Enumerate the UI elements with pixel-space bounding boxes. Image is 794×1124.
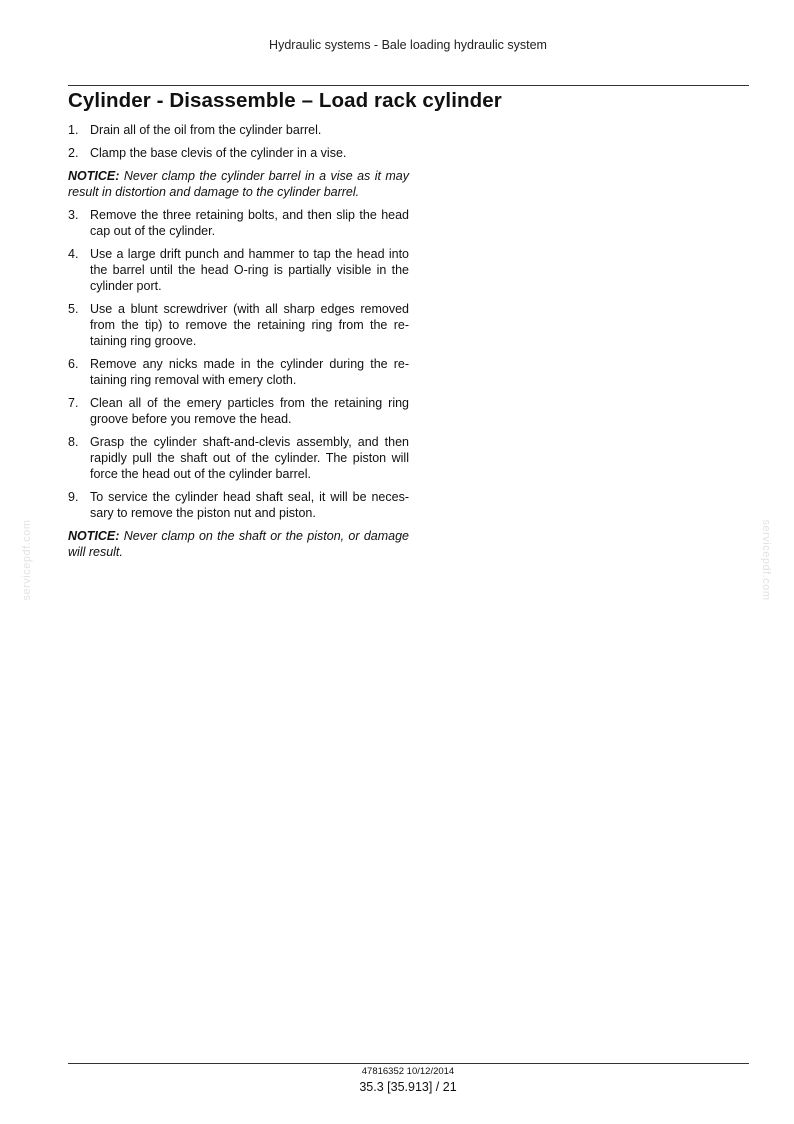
step-text: Clean all of the emery particles from the retaining ring groove before you remove the head. [90,396,409,426]
footer-page-ref: 35.3 [35.913] / 21 [359,1080,457,1094]
step-7 [68,395,409,427]
section-title: Cylinder - Disassemble – Load rack cylinder [68,89,502,112]
footer-divider [68,1063,749,1064]
step-number: 7. [68,396,79,410]
step-text: Clamp the base clevis of the cylinder in a vise. [90,146,347,160]
step-text: Grasp the cylinder shaft-and-clevis assembly, and then rapidly pull the shaft out of the cylinder. The piston will force the head out of the cylinder barrel. [90,435,409,481]
step-number: 4. [68,247,79,261]
step-9 [68,489,409,521]
notice-2 [68,528,409,560]
notice-1 [68,168,409,200]
step-number: 5. [68,302,79,316]
running-header: Hydraulic systems - Bale loading hydraulic system [269,38,547,52]
step-text: Remove any nicks made in the cylinder during the retaining ring removal with emery cloth. [90,357,409,387]
step-number: 1. [68,123,79,137]
step-text: Remove the three retaining bolts, and then slip the head cap out of the cylinder. [90,208,409,238]
notice-label: NOTICE: [68,169,120,183]
notice-text: Never clamp the cylinder barrel in a vise as it may result in distortion and damage to the cylinder barrel. [68,169,409,199]
step-6 [68,356,409,388]
header-divider [68,85,749,86]
step-number: 3. [68,208,79,222]
footer-doc-id: 47816352 10/12/2014 [361,1066,455,1077]
step-text: Use a blunt screwdriver (with all sharp edges removed from the tip) to remove the retaining ring from the retaining ring groove. [90,302,409,348]
step-text: To service the cylinder head shaft seal, it will be necessary to remove the piston nut and piston. [90,490,409,520]
step-number: 8. [68,435,79,449]
notice-text: Never clamp on the shaft or the piston, or damage will result. [68,529,409,559]
step-number: 6. [68,357,79,371]
step-3 [68,207,409,239]
watermark-right: servicepdf.com [760,519,772,601]
watermark-left: servicepdf.com [21,519,33,601]
step-number: 9. [68,490,79,504]
step-1 [68,122,409,138]
step-5 [68,301,409,349]
notice-label: NOTICE: [68,529,120,543]
step-8 [68,434,409,482]
step-number: 2. [68,146,79,160]
step-text: Use a large drift punch and hammer to tap the head into the barrel until the head O-ring is partially visible in the cylinder port. [90,247,409,293]
step-4 [68,246,409,294]
step-text: Drain all of the oil from the cylinder barrel. [90,123,322,137]
step-2 [68,145,409,161]
procedure-body [68,122,409,567]
